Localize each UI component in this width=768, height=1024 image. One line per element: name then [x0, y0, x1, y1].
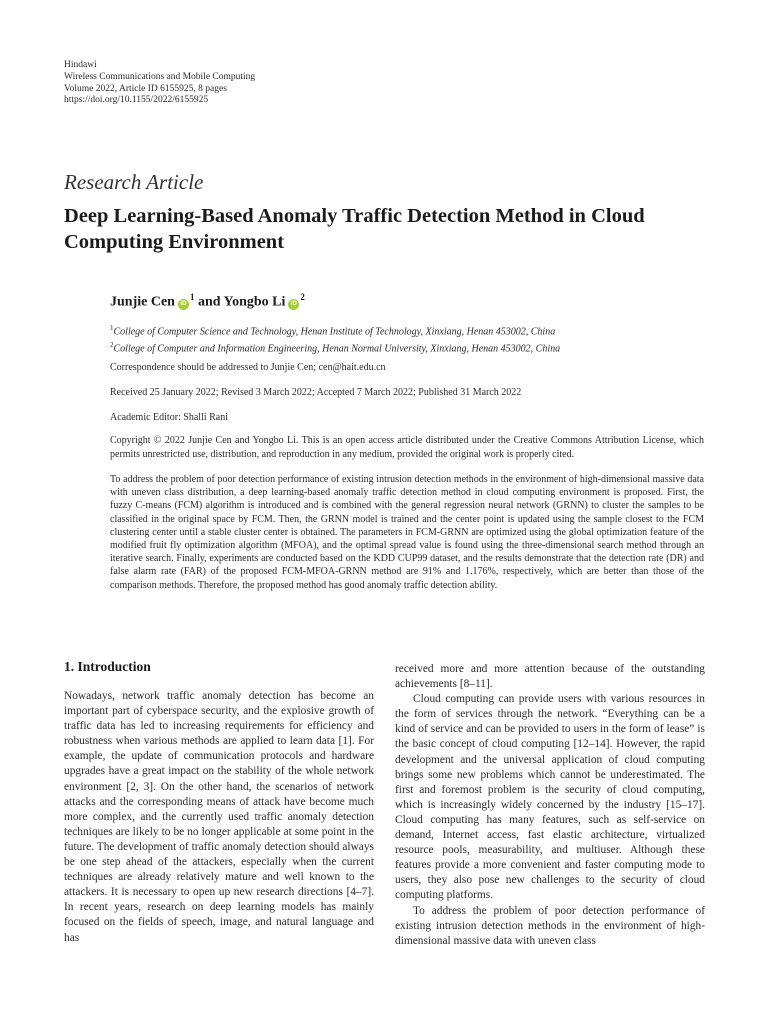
section-heading: 1. Introduction: [64, 659, 151, 674]
affiliation-mark: 2: [110, 340, 114, 349]
doi-link[interactable]: https://doi.org/10.1155/2022/6155925: [64, 95, 209, 106]
journal-name: Wireless Communications and Mobile Computing: [64, 71, 256, 82]
journal-header: [64, 60, 255, 107]
author-name[interactable]: Yongbo Li: [223, 294, 286, 310]
affiliation-item: [110, 339, 560, 356]
academic-editor: Academic Editor: Shalli Rani: [110, 412, 229, 423]
author-list: [110, 292, 305, 311]
orcid-icon[interactable]: iD: [178, 299, 189, 310]
affiliation-item: [110, 322, 560, 339]
body-paragraph: Nowadays, network traffic anomaly detection has become an important part of cyberspace security, and the explosive growth of traffic data has led to increasing requirements for efficiency and robustness when various methods are applied to learn data [1]. For example, the update of communication protocols and hardware upgrades have a great impact on the stability of the whole network environment [2, 3]. On the other hand, the scenarios of network attacks and the corresponding means of attack have become much more complex, and the currently used traffic anomaly detection techniques are likely to be no longer applicable at some point in the future. The development of traffic anomaly detection should always be one step ahead of the attackers, especially when the current techniques are already relatively mature and well known to the attackers. It is necessary to open up new research directions [4–7]. In recent years, research on deep learning models has mainly focused on the fields of speech, image, and natural language and has: [64, 690, 374, 944]
publisher-name: Hindawi: [64, 60, 97, 70]
affiliation-mark: 1: [110, 324, 114, 332]
abstract: To address the problem of poor detection performance of existing intrusion detection methods in the environment of high-dimensional massive data with uneven class distribution, a deep learning-based anomaly traffic detection method in cloud computing environment is proposed. First, the fuzzy C-means (FCM) algorithm is introduced and is combined with the general regression neural network (GRNN) to cluster the samples to be classified in the original space by FCM. Then, the GRNN model is trained and the center point is updated using the sample closest to the FCM clustering center until a stable cluster center is obtained. The parameters in FCM-GRNN are optimized using the global optimization feature of the modified fruit fly optimization algorithm (MFOA), and the optimal spread value is found using the three-dimensional search method through an iterative search. Finally, experiments are conducted based on the KDD CUP99 dataset, and the results demonstrate that the detection rate (DR) and false alarm rate (FAR) of the proposed FCM-MFOA-GRNN method are 91% and 1.176%, respectively, which are better than those of the comparison methods. Therefore, the proposed method has good anomaly traffic detection ability.: [110, 474, 704, 591]
author-affiliation-mark: 1: [189, 292, 195, 302]
correspondence: Correspondence should be addressed to Junjie Cen; cen@hait.edu.cn: [110, 362, 386, 373]
body-paragraph: Cloud computing can provide users with various resources in the form of services through the network. “Everything can be a kind of service and can be provided to users in the form of lease” is the basic concept of cloud computing [12–14]. However, the rapid development and the universal application of cloud computing brings some new problems which cannot be underestimated. The first and foremost problem is the security of cloud computing, which is increasingly widely concerned by the industry [15–17]. Cloud computing has many features, such as self-service on demand, Internet access, fast elastic architecture, virtualized resource pools, measurability, and multiuser. Although these features provide a more convenient and faster computing mode to users, they also pose new challenges to the security of cloud computing platforms.: [395, 693, 705, 902]
orcid-icon[interactable]: iD: [288, 299, 299, 310]
publication-dates: Received 25 January 2022; Revised 3 March 2022; Accepted 7 March 2022; Published 31 March 2022: [110, 387, 522, 398]
body-paragraph: To address the problem of poor detection performance of existing intrusion detection methods in the environment of high-dimensional massive data with uneven class: [395, 904, 705, 947]
copyright-notice: Copyright © 2022 Junjie Cen and Yongbo Li. This is an open access article distributed under the Creative Commons Attribution License, which permits unrestricted use, distribution, and reproduction in any medium, provided the original work is properly cited.: [110, 435, 704, 460]
article-title: Deep Learning-Based Anomaly Traffic Detection Method in Cloud Computing Environment: [64, 205, 645, 253]
body-column-left: [64, 658, 374, 946]
affiliations: [110, 322, 560, 356]
author-name[interactable]: Junjie Cen: [110, 294, 175, 310]
author-joiner: and: [197, 294, 221, 310]
affiliation-text: College of Computer and Information Engineering, Henan Normal University, Xinxiang, Henan 453002, China: [113, 343, 561, 355]
body-paragraph: received more and more attention because of the outstanding achievements [8–11].: [395, 663, 705, 691]
author-affiliation-mark: 2: [300, 292, 305, 302]
affiliation-text: College of Computer Science and Technology, Henan Institute of Technology, Xinxiang, Henan 453002, China: [113, 326, 556, 338]
article-type: Research Article: [64, 170, 204, 194]
body-column-right: [395, 662, 705, 949]
volume-info: Volume 2022, Article ID 6155925, 8 pages: [64, 83, 227, 94]
